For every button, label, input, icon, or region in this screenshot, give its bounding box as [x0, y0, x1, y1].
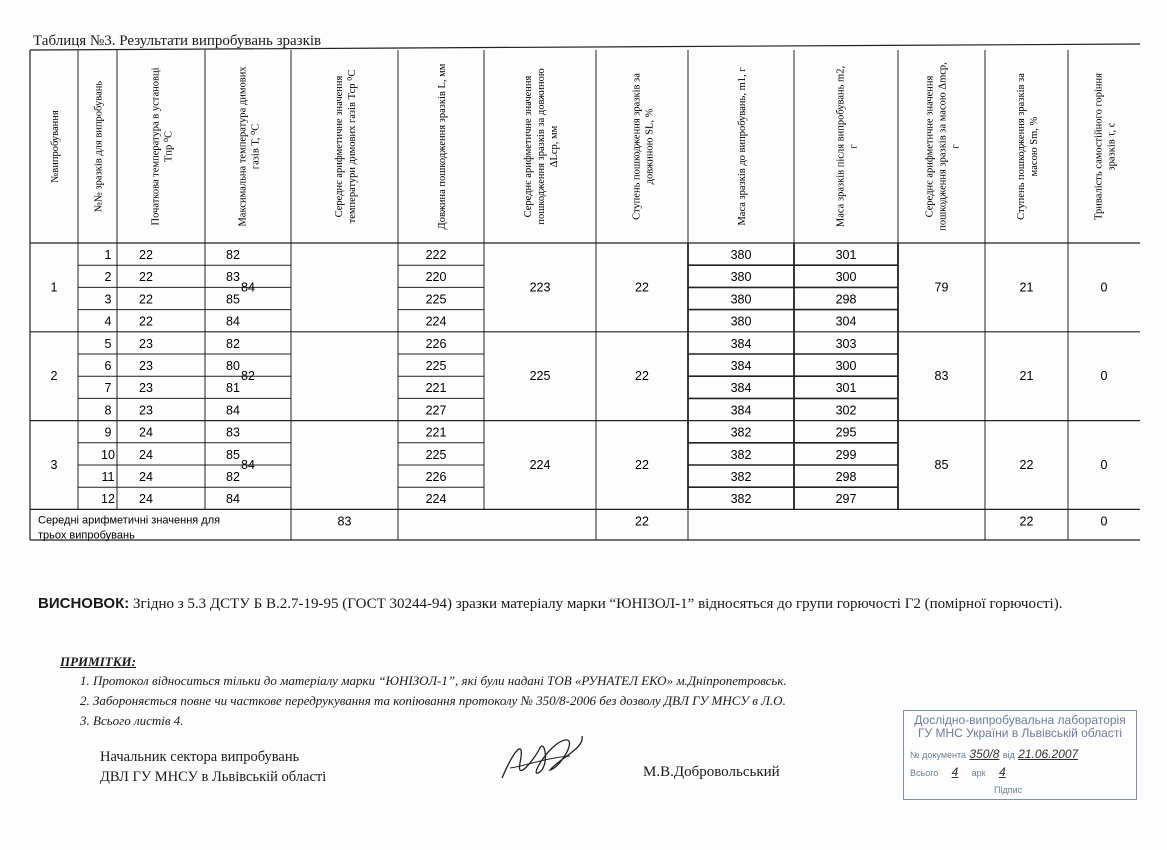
max-temperature: 85 — [226, 292, 240, 307]
conclusion — [38, 592, 1148, 616]
test-number: 1 — [50, 280, 58, 295]
burning-duration: 0 — [1100, 369, 1108, 384]
column-header: Довжина пошкодження зразків L, мм — [437, 63, 448, 230]
mass-after: 300 — [835, 270, 857, 285]
column-header: №№ зразків для випробувань — [93, 80, 105, 213]
summary-length-damage-degree: 22 — [635, 514, 649, 529]
signatory-name: М.В.Добровольський — [643, 764, 780, 780]
stamp-total-label: Всього — [910, 768, 939, 778]
sample-number: 11 — [101, 470, 115, 484]
sample-number: 10 — [101, 447, 115, 462]
column-header: Початкова температура в установці Tпр ⁰C — [150, 67, 175, 226]
burning-duration: 0 — [1100, 458, 1108, 472]
summary-burning-duration: 0 — [1100, 514, 1108, 529]
position-line-2: ДВЛ ГУ МНСУ в Львівській області — [100, 769, 327, 785]
damage-length: 220 — [425, 270, 447, 285]
avg-temperature: 84 — [241, 280, 255, 295]
sample-number: 5 — [104, 336, 112, 351]
note-3: 3. Всього листів 4. — [80, 713, 184, 728]
max-temperature: 81 — [226, 381, 240, 396]
initial-temperature: 24 — [139, 447, 153, 462]
test-number: 3 — [50, 458, 58, 472]
damage-length: 221 — [425, 425, 447, 440]
length-damage-degree: 22 — [635, 458, 649, 472]
avg-length-damage: 225 — [529, 369, 551, 384]
damage-length: 225 — [425, 292, 447, 307]
mass-before: 380 — [730, 248, 752, 262]
initial-temperature: 24 — [139, 425, 153, 440]
stamp-sheets-label: арк — [971, 768, 986, 778]
mass-before: 380 — [730, 314, 752, 329]
mass-after: 299 — [835, 447, 857, 462]
note-1: 1. Протокол відноситься тільки до матеріалу марки “ЮНІЗОЛ-1”, які були надані ТОВ «РУНАТЕЛ ЕКО» м.Дніпропетровськ. — [80, 673, 787, 688]
stamp-total: 4 — [951, 765, 959, 779]
mass-damage-degree: 21 — [1019, 369, 1034, 384]
max-temperature: 82 — [226, 248, 240, 262]
mass-before: 384 — [730, 359, 752, 373]
avg-mass-damage: 85 — [934, 458, 949, 472]
summary-avg-temperature: 83 — [337, 514, 352, 529]
mass-after: 303 — [835, 336, 857, 351]
initial-temperature: 22 — [139, 270, 153, 285]
initial-temperature: 23 — [139, 336, 153, 351]
stamp-sheets: 4 — [998, 765, 1006, 779]
conclusion-text: Згідно з 5.3 ДСТУ Б В.2.7-19-95 (ГОСТ 30244-94) зразки матеріалу марки “ЮНІЗОЛ-1” відносяться до групи горючості Г2 (помірної горючості). — [129, 596, 1063, 612]
table-rule — [30, 44, 1140, 50]
mass-before: 382 — [730, 492, 752, 507]
mass-damage-degree: 21 — [1019, 280, 1034, 295]
stamp-from-label: від — [1002, 750, 1015, 760]
registration-stamp — [903, 710, 1137, 800]
signatory-position — [100, 747, 326, 787]
max-temperature: 80 — [226, 359, 240, 373]
column-header: №випробування — [50, 110, 61, 183]
damage-length: 225 — [425, 359, 447, 373]
initial-temperature: 22 — [139, 292, 153, 307]
max-temperature: 83 — [226, 270, 240, 285]
summary-label: Середні арифметичні значення для — [38, 514, 221, 527]
conclusion-label: ВИСНОВОК: — [38, 595, 130, 612]
avg-length-damage: 223 — [529, 280, 551, 295]
length-damage-degree: 22 — [635, 280, 649, 295]
sample-number: 8 — [104, 403, 112, 418]
sample-number: 12 — [101, 492, 115, 507]
burning-duration: 0 — [1100, 280, 1108, 295]
sample-number: 1 — [104, 248, 112, 262]
column-header: Тривалість самостійного горіння зразків τ, с — [1093, 73, 1118, 220]
column-header: Середнє арифметичне значення температури димових газів Тср ⁰C — [334, 69, 358, 224]
avg-mass-damage: 79 — [934, 280, 949, 295]
initial-temperature: 23 — [139, 381, 153, 396]
stamp-line-1: Дослідно-випробувальна лабораторія — [914, 713, 1126, 727]
mass-before: 384 — [730, 336, 752, 351]
initial-temperature: 24 — [139, 470, 153, 484]
avg-temperature: 82 — [241, 369, 255, 384]
notes-heading: ПРИМІТКИ: — [60, 654, 136, 669]
mass-after: 298 — [835, 470, 857, 484]
max-temperature: 84 — [226, 314, 240, 329]
column-header: Маса зразків до випробувань, m1, г — [737, 67, 748, 226]
sample-number: 2 — [104, 270, 112, 285]
damage-length: 225 — [425, 447, 447, 462]
stamp-sign-label: Підпис — [994, 785, 1023, 795]
max-temperature: 84 — [226, 403, 240, 418]
damage-length: 221 — [425, 381, 447, 396]
initial-temperature: 24 — [139, 492, 153, 507]
test-number: 2 — [50, 369, 58, 384]
sample-number: 3 — [104, 292, 112, 307]
max-temperature: 82 — [226, 336, 240, 351]
sample-number: 7 — [104, 381, 112, 396]
damage-length: 222 — [425, 248, 447, 262]
sample-number: 6 — [104, 359, 112, 373]
stamp-date: 21.06.2007 — [1018, 747, 1079, 761]
mass-after: 297 — [835, 492, 857, 507]
column-header: Середнє арифметичне значення пошкодження зразків за довжиною ΔLср, мм — [523, 68, 560, 225]
avg-mass-damage: 83 — [934, 369, 949, 384]
avg-length-damage: 224 — [529, 458, 551, 472]
stamp-doc-label: № документа — [910, 750, 967, 760]
length-damage-degree: 22 — [635, 369, 649, 384]
max-temperature: 82 — [226, 470, 240, 484]
column-header: Ступень пошкодження зразків за довжиною SL, % — [631, 73, 656, 220]
mass-before: 380 — [730, 270, 752, 285]
mass-after: 298 — [835, 292, 857, 307]
max-temperature: 85 — [226, 447, 240, 462]
position-line-1: Начальник сектора випробувань — [100, 749, 300, 765]
mass-before: 382 — [730, 470, 752, 484]
column-header: Маса зразків після випробувань m2, г — [835, 65, 860, 228]
summary-label: трьох випробувань — [38, 529, 135, 542]
mass-before: 384 — [730, 381, 752, 396]
mass-damage-degree: 22 — [1019, 458, 1034, 472]
stamp-doc-no: 350/8 — [969, 747, 1000, 761]
mass-after: 302 — [835, 403, 857, 418]
damage-length: 227 — [425, 403, 447, 418]
mass-before: 380 — [730, 292, 752, 307]
mass-after: 301 — [835, 248, 857, 262]
mass-before: 384 — [730, 403, 752, 418]
column-header: Середнє арифметичне значення пошкодження зразків за масою Δmср, г — [924, 62, 962, 231]
damage-length: 226 — [425, 470, 447, 484]
avg-temperature: 84 — [241, 458, 255, 472]
damage-length: 224 — [425, 314, 447, 329]
damage-length: 224 — [425, 492, 447, 507]
sample-number: 4 — [104, 314, 112, 329]
initial-temperature: 22 — [139, 248, 153, 262]
mass-before: 382 — [730, 425, 752, 440]
mass-after: 304 — [835, 314, 857, 329]
table-title: Таблиця №3. Результати випробувань зразків — [33, 33, 322, 49]
initial-temperature: 22 — [139, 314, 153, 329]
summary-mass-damage-degree: 22 — [1019, 514, 1034, 529]
damage-length: 226 — [425, 336, 447, 351]
max-temperature: 84 — [226, 492, 240, 507]
note-2: 2. Забороняється повне чи часткове передрукування та копіювання протоколу № 350/8-2006 без дозволу ДВЛ ГУ МНСУ в Л.О. — [80, 693, 786, 708]
mass-before: 382 — [730, 447, 752, 462]
sample-number: 9 — [104, 425, 112, 440]
column-header: Ступень пошкодження зразків за масою Sm, % — [1016, 73, 1040, 220]
stamp-line-2: ГУ МНС України в Львівській області — [918, 726, 1122, 740]
mass-after: 301 — [835, 381, 857, 396]
max-temperature: 83 — [226, 425, 240, 440]
column-header: Максимальна температура димових газів Т, ⁰C — [237, 66, 262, 227]
mass-after: 295 — [835, 425, 857, 440]
initial-temperature: 23 — [139, 403, 153, 418]
initial-temperature: 23 — [139, 359, 153, 373]
handwritten-signature — [490, 728, 590, 788]
mass-after: 300 — [835, 359, 857, 373]
